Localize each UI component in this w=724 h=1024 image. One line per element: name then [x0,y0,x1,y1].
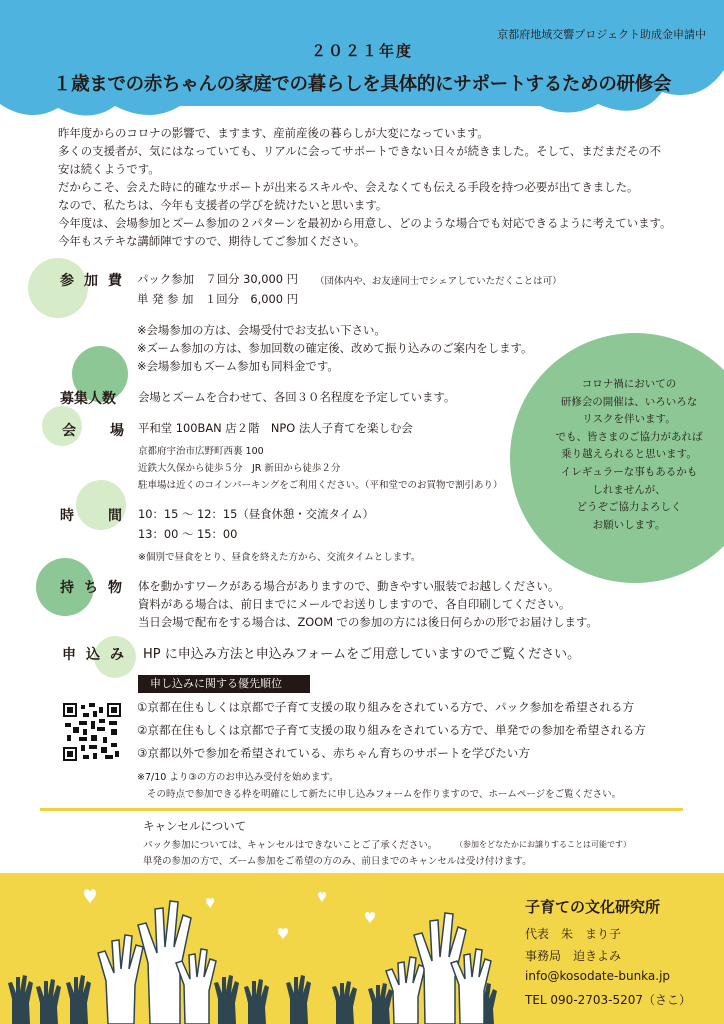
bubble-line: どうぞご協力よろしく [576,501,682,514]
phone-number[interactable]: TEL 090-2703-5207（さこ） [525,993,692,1007]
capacity-text: 会場とズームを合わせて、各回３０名程度を予定しています。 [138,390,456,404]
intro-paragraph [58,124,678,250]
priority-item: ③京都以外で参加を希望されている、赤ちゃん育ちのサポートを学びたい方 [137,746,530,760]
intro-line: だからこそ、会えた時に的確なサポートが出来るスキルや、会えなくても伝える手段を持つ必要が出てきました。 [58,180,639,194]
fee-note: ※会場参加もズーム参加も同料金です。 [137,359,339,373]
items-line: 体を動かすワークがある場合がありますので、動きやすい服装でお越しください。 [138,579,560,593]
priority-item: ②京都在住もしくは京都で子育て支援の取り組みをされている方で、単発での参加を希望される方 [137,723,646,737]
bubble-line: 研修会の開催は、いろいろな [560,395,698,408]
time-label: 時 間 [60,508,132,524]
venue-label: 会 場 [62,423,134,439]
intro-line: 今年もステキな講師陣ですので、期待してご参加ください。 [58,234,366,248]
intro-line: なので、私たちは、今年も支援者の学びを続けたいと思います。 [58,198,388,212]
time-afternoon: 13：00 ～ 15：00 [138,527,238,541]
grant-status-note: 京都府地域交響プロジェクト助成金申請中 [497,28,706,41]
items-line: 当日会場で配布をする場合は、ZOOM での参加の方には後日何らかの形でお届けします。 [138,615,598,629]
venue-access: 近鉄大久保から徒歩５分 JR 新田から徒歩２分 [138,463,341,474]
intro-line: 今年度は、会場参加とズーム参加の２パターンを最初から用意し、どのような場合でも対応できるように考えています。 [58,216,672,230]
office-contact: 事務局 迫きよみ [525,949,622,963]
cancel-line: パック参加については、キャンセルはできないことご了承ください。 [143,840,438,851]
section-divider [40,808,683,811]
representative: 代表 朱 まり子 [525,927,622,941]
priority-heading: 申し込みに関する優先順位 [138,675,310,693]
priority-item: ①京都在住もしくは京都で子育て支援の取り組みをされている方で、パック参加を希望される方 [137,700,635,714]
bubble-line: イレギュラーな事もあるかも [560,465,698,478]
bubble-line: 乗り越えられると思います。 [561,448,697,461]
cancel-line: 単発の参加の方で、ズーム参加をご希望の方のみ、前日までのキャンセルは受け付けます。 [143,856,532,867]
bubble-line: リスクを伴います。 [582,413,676,426]
intro-line: 多くの支援者が、気にはなっていても、リアルに会ってサポートできない日々が続きました。そして、まだまだその不 [58,144,662,158]
time-morning: 10：15 ～ 12：15（昼食休憩・交流タイム） [138,507,374,521]
raised-hands-illustration [0,873,500,1024]
bubble-line: お願いします。 [592,518,666,531]
fee-note: ※ズーム参加の方は、参加回数の確定後、改めて振り込みのご案内をします。 [137,341,533,355]
fee-pack: パック参加 ７回分 30,000 円 [137,272,299,286]
apply-label: 申込み [62,647,134,663]
venue-address: 京都府宇治市広野町西裏 100 [138,446,264,457]
apply-note: ※7/10 より③の方のお申込み受付を始めます。 [137,772,339,783]
qr-code[interactable] [63,703,121,761]
bubble-line: でも、皆さまのご協力があれば [555,430,703,443]
cancel-title: キャンセルについて [143,819,247,833]
fee-note: ※会場参加の方は、会場受付でお支払い下さい。 [137,323,386,337]
year-heading: ２０２１年度 [310,42,413,60]
items-line: 資料がある場合は、前日までにメールでお送りしますので、各自印刷してください。 [138,597,571,611]
org-name: 子育ての文化研究所 [525,898,661,916]
apply-note: その時点で参加できる枠を明確にして新たに申し込みフォームを作りますので、ホームページをご覧ください。 [147,789,622,800]
venue-name: 平和堂 100BAN 店２階 NPO 法人子育てを楽しむ会 [138,421,413,435]
intro-line: 昨年度からのコロナの影響で、ますます、産前産後の暮らしが大変になっています。 [58,126,489,140]
venue-parking: 駐車場は近くのコインパーキングをご利用ください。（平和堂でのお買物で割引あり） [138,480,503,491]
fee-pack-note: （団体内や、お友達同士でシェアしていただくことは可） [315,276,562,287]
items-label: 持ち物 [60,580,132,596]
page-title: １歳までの赤ちゃんの家庭での暮らしを具体的にサポートするための研修会 [52,74,672,95]
time-note: ※個別で昼食をとり、昼食を終えた方から、交流タイムとします。 [138,552,421,563]
fee-label: 参加費 [60,273,132,289]
capacity-label: 募集人数 [60,391,116,407]
bubble-line: しれませんが、 [592,483,666,496]
fee-single: 単 発 参 加 １回分 6,000 円 [137,292,298,306]
email-link[interactable]: info@kosodate-bunka.jp [525,969,671,983]
cancel-line-note: （参加をどなたかにお譲りすることは可能です） [455,840,631,849]
apply-text: HP に申込み方法と申込みフォームをご用意していますのでご覧ください。 [143,647,581,662]
message-bubble-text [540,376,718,534]
intro-line: 安は続くようです。 [58,162,160,176]
bubble-line: コロナ禍においての [581,378,677,390]
